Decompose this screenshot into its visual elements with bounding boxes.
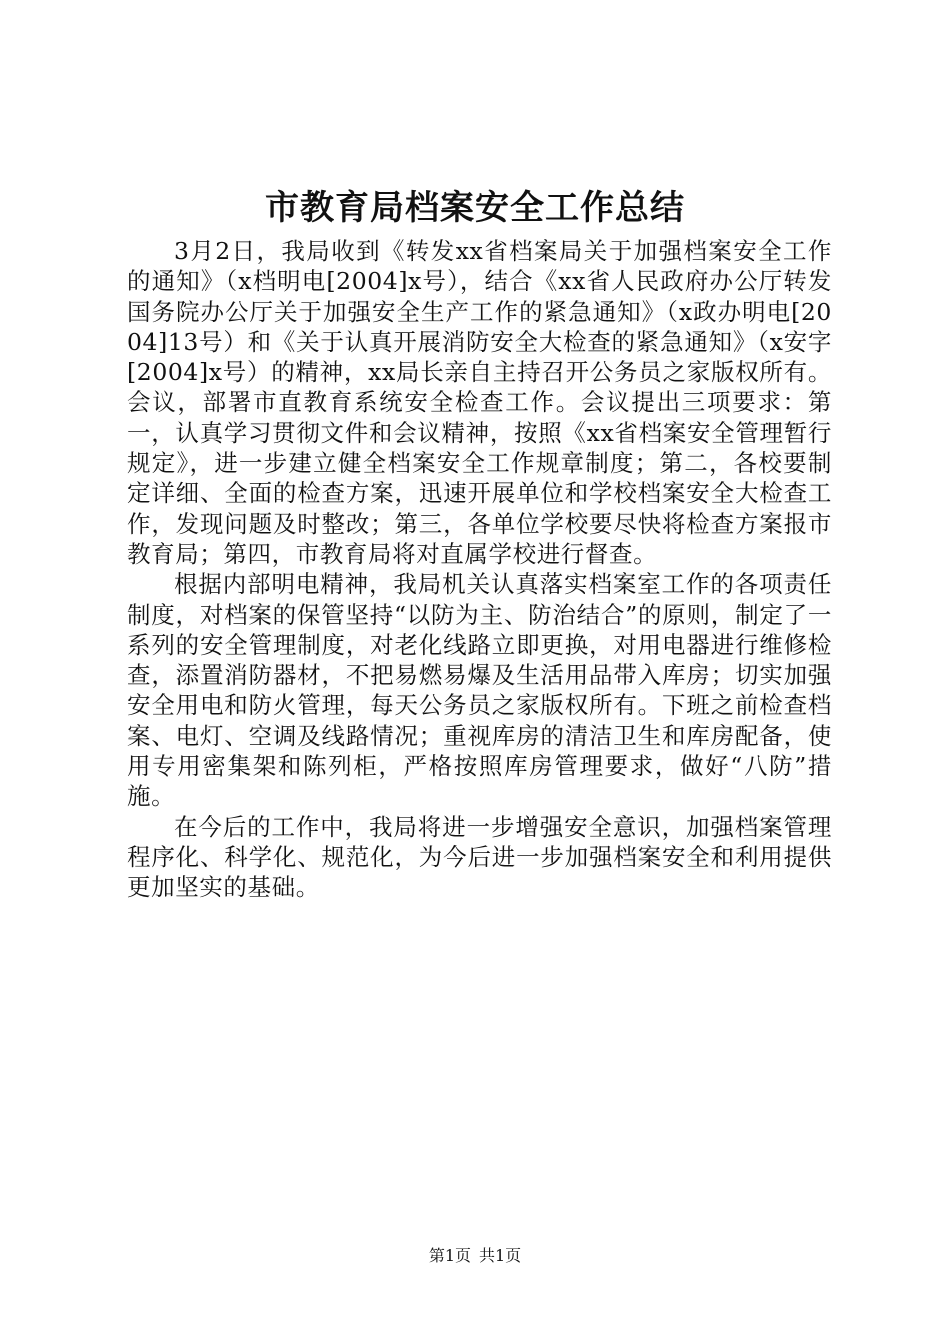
document-body bbox=[127, 236, 832, 903]
paragraph-1: 3月2日，我局收到《转发xx省档案局关于加强档案安全工作的通知》（x档明电[2004]x号），结合《xx省人民政府办公厅转发国务院办公厅关于加强安全生产工作的紧急通知》（x政办明电[2004]13号）和《关于认真开展消防安全大检查的紧急通知》（x安字[2004]x号）的精神，xx局长亲自主持召开公务员之家版权所有。会议，部署市直教育系统安全检查工作。会议提出三项要求：第一，认真学习贯彻文件和会议精神，按照《xx省档案安全管理暂行规定》，进一步建立健全档案安全工作规章制度；第二，各校要制定详细、全面的检查方案，迅速开展单位和学校档案安全大检查工作，发现问题及时整改；第三，各单位学校要尽快将检查方案报市教育局；第四，市教育局将对直属学校进行督查。 bbox=[127, 237, 832, 568]
paragraph-3: 在今后的工作中，我局将进一步增强安全意识，加强档案管理程序化、科学化、规范化，为今后进一步加强档案安全和利用提供更加坚实的基础。 bbox=[127, 812, 832, 902]
page-number: 第1页 bbox=[428, 1246, 471, 1265]
document-title: 市教育局档案安全工作总结 bbox=[265, 188, 685, 228]
page-footer bbox=[0, 1244, 950, 1268]
page-count: 共1页 bbox=[479, 1246, 522, 1265]
paragraph-2: 根据内部明电精神，我局机关认真落实档案室工作的各项责任制度，对档案的保管坚持“以防为主、防治结合”的原则，制定了一系列的安全管理制度，对老化线路立即更换，对用电器进行维修检查，添置消防器材，不把易燃易爆及生活用品带入库房；切实加强安全用电和防火管理，每天公务员之家版权所有。下班之前检查档案、电灯、空调及线路情况；重视库房的清洁卫生和库房配备，使用专用密集架和陈列柜，严格按照库房管理要求，做好“八防”措施。 bbox=[127, 570, 832, 811]
